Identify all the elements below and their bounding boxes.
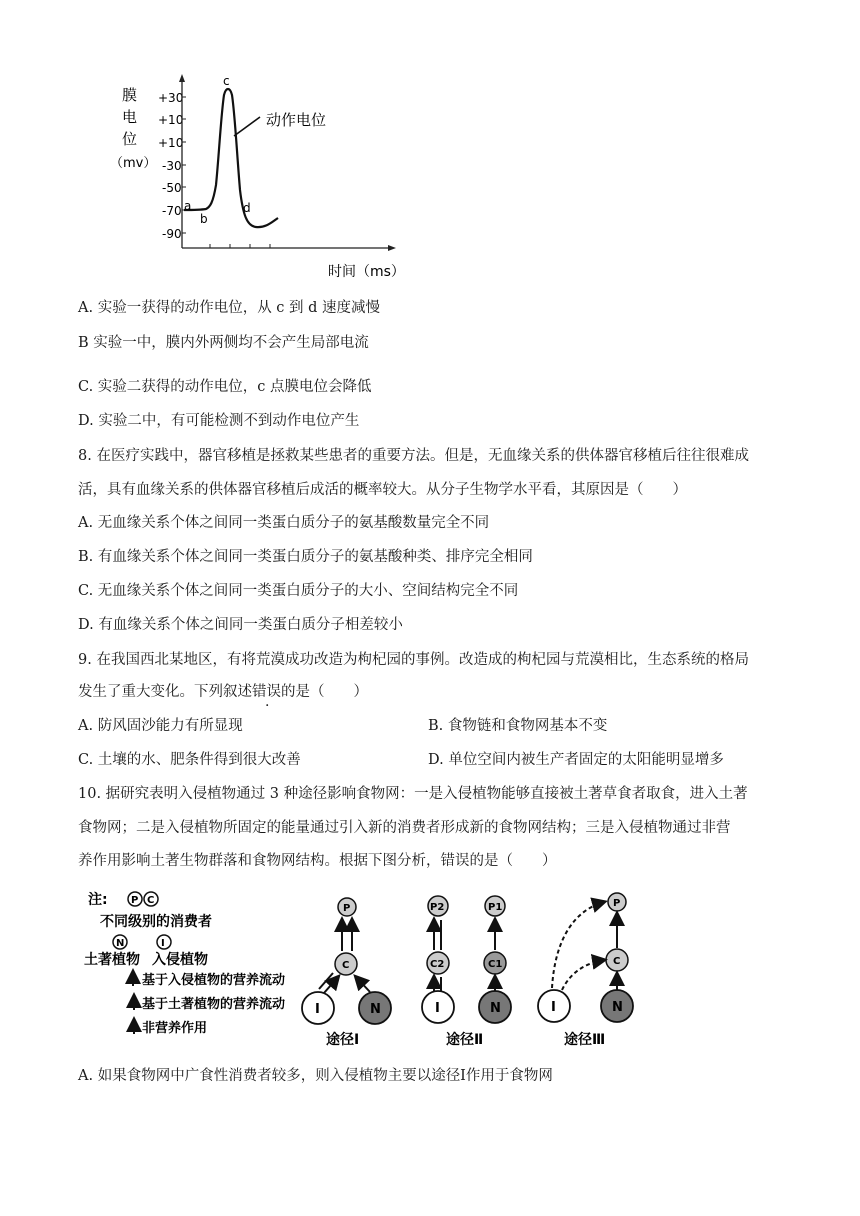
ylabel-unit: （mv） bbox=[110, 156, 157, 171]
legend-symbol-n: N bbox=[116, 938, 125, 949]
ytick-label: +10 bbox=[158, 136, 184, 150]
node-label: I bbox=[551, 1000, 556, 1015]
q10-stem-line-1: 10. 据研究表明入侵植物通过 3 种途径影响食物网：一是入侵植物能够直接被土著草食者取食，进入土著 bbox=[78, 786, 748, 802]
legend-note: 注: bbox=[88, 892, 108, 908]
q9-stem-text-end: 的是（ ） bbox=[281, 684, 368, 700]
node-label: I bbox=[435, 1001, 440, 1016]
ylabel-char-2: 电 bbox=[122, 108, 138, 126]
q10-stem-line-2: 食物网；二是入侵植物所固定的能量通过引入新的消费者形成新的食物网结构；三是入侵植物通过非营 bbox=[78, 820, 731, 836]
node-label: P bbox=[613, 898, 621, 909]
legend-symbol-p: P bbox=[131, 895, 139, 906]
q7-option-a: A. 实验一获得的动作电位，从 c 到 d 速度减慢 bbox=[78, 300, 381, 316]
ytick-label: -70 bbox=[162, 204, 182, 218]
node-label: N bbox=[490, 1001, 501, 1016]
node-label: I bbox=[315, 1002, 320, 1017]
xlabel: 时间（ms） bbox=[328, 264, 405, 280]
legend-flow-invasive: 基于入侵植物的营养流动 bbox=[142, 973, 286, 988]
node-label: N bbox=[612, 1000, 623, 1015]
q8-option-d: D. 有血缘关系个体之间同一类蛋白质分子相差较小 bbox=[78, 617, 403, 633]
legend-invasive-plant: 入侵植物 bbox=[152, 952, 208, 968]
curve-label: 动作电位 bbox=[266, 111, 327, 129]
point-label-c: c bbox=[223, 74, 230, 88]
pathway-3 bbox=[538, 893, 633, 1048]
node-label: C2 bbox=[430, 959, 445, 970]
node-label: C bbox=[342, 960, 350, 971]
q8-stem-line-2: 活，具有血缘关系的供体器官移植后成活的概率较大。从分子生物学水平看，其原因是（ ） bbox=[78, 482, 687, 498]
figure-food-web-pathways bbox=[80, 878, 660, 1048]
q8-option-a: A. 无血缘关系个体之间同一类蛋白质分子的氨基酸数量完全不同 bbox=[78, 515, 490, 531]
q10-option-a: A. 如果食物网中广食性消费者较多，则入侵植物主要以途径Ⅰ作用于食物网 bbox=[78, 1068, 553, 1084]
ylabel-char-3: 位 bbox=[122, 130, 138, 148]
figure-action-potential bbox=[100, 60, 430, 290]
q9-option-b: B. 食物链和食物网基本不变 bbox=[428, 718, 608, 734]
point-label-a: a bbox=[184, 199, 192, 213]
ylabel-char-1: 膜 bbox=[122, 86, 138, 104]
q8-option-c: C. 无血缘关系个体之间同一类蛋白质分子的大小、空间结构完全不同 bbox=[78, 583, 519, 599]
legend-flow-native: 基于土著植物的营养流动 bbox=[142, 997, 286, 1012]
pathway-1-label: 途径Ⅰ bbox=[326, 1032, 360, 1048]
node-label: P1 bbox=[488, 902, 503, 913]
pathway-2-label: 途径Ⅱ bbox=[446, 1032, 484, 1048]
q8-stem-line-1: 8. 在医疗实践中，器官移植是拯救某些患者的重要方法。但是，无血缘关系的供体器官移植后往往很难成 bbox=[78, 448, 749, 464]
q7-option-d: D. 实验二中，有可能检测不到动作电位产生 bbox=[78, 413, 360, 429]
ytick-label: +30 bbox=[158, 91, 184, 105]
pathway-3-label: 途径Ⅲ bbox=[564, 1032, 606, 1048]
ytick-label: +10 bbox=[158, 113, 184, 127]
q9-option-c: C. 土壤的水、肥条件得到很大改善 bbox=[78, 752, 301, 768]
q7-option-c: C. 实验二获得的动作电位，c 点膜电位会降低 bbox=[78, 379, 372, 395]
node-label: N bbox=[370, 1002, 381, 1017]
node-label: C1 bbox=[488, 959, 503, 970]
q9-stem-line-1: 9. 在我国西北某地区，有将荒漠成功改造为枸杞园的事例。改造成的枸杞园与荒漠相比，生态系统的格局 bbox=[78, 652, 749, 668]
node-label: C bbox=[613, 956, 621, 967]
q10-stem-line-3: 养作用影响土著生物群落和食物网结构。根据下图分析，错误的是（ ） bbox=[78, 853, 557, 869]
q8-option-b: B. 有血缘关系个体之间同一类蛋白质分子的氨基酸种类、排序完全相同 bbox=[78, 549, 533, 565]
node-label: P2 bbox=[430, 902, 445, 913]
pathway-2 bbox=[422, 896, 511, 1048]
ytick-label: -50 bbox=[162, 181, 182, 195]
legend-symbol-i: I bbox=[161, 938, 165, 949]
q9-stem-line-2 bbox=[78, 682, 368, 702]
q9-emphasis-mark: 错误 bbox=[252, 684, 281, 700]
point-label-b: b bbox=[200, 212, 208, 226]
legend-symbol-c: C bbox=[147, 895, 155, 906]
ytick-label: -30 bbox=[162, 159, 182, 173]
q9-option-d: D. 单位空间内被生产者固定的太阳能明显增多 bbox=[428, 752, 724, 768]
ytick-label: -90 bbox=[162, 227, 182, 241]
point-label-d: d bbox=[243, 201, 251, 215]
pathway-1 bbox=[302, 898, 391, 1048]
action-potential-curve bbox=[184, 89, 278, 227]
legend-non-trophic: 非营养作用 bbox=[142, 1021, 208, 1036]
q9-option-a: A. 防风固沙能力有所显现 bbox=[78, 718, 243, 734]
legend-native-plant: 土著植物 bbox=[84, 952, 140, 968]
q7-option-b: B 实验一中，膜内外两侧均不会产生局部电流 bbox=[78, 335, 369, 351]
legend-consumers: 不同级别的消费者 bbox=[100, 914, 212, 930]
node-label: P bbox=[343, 903, 351, 914]
q9-stem-text: 发生了重大变化。下列叙述 bbox=[78, 684, 252, 700]
